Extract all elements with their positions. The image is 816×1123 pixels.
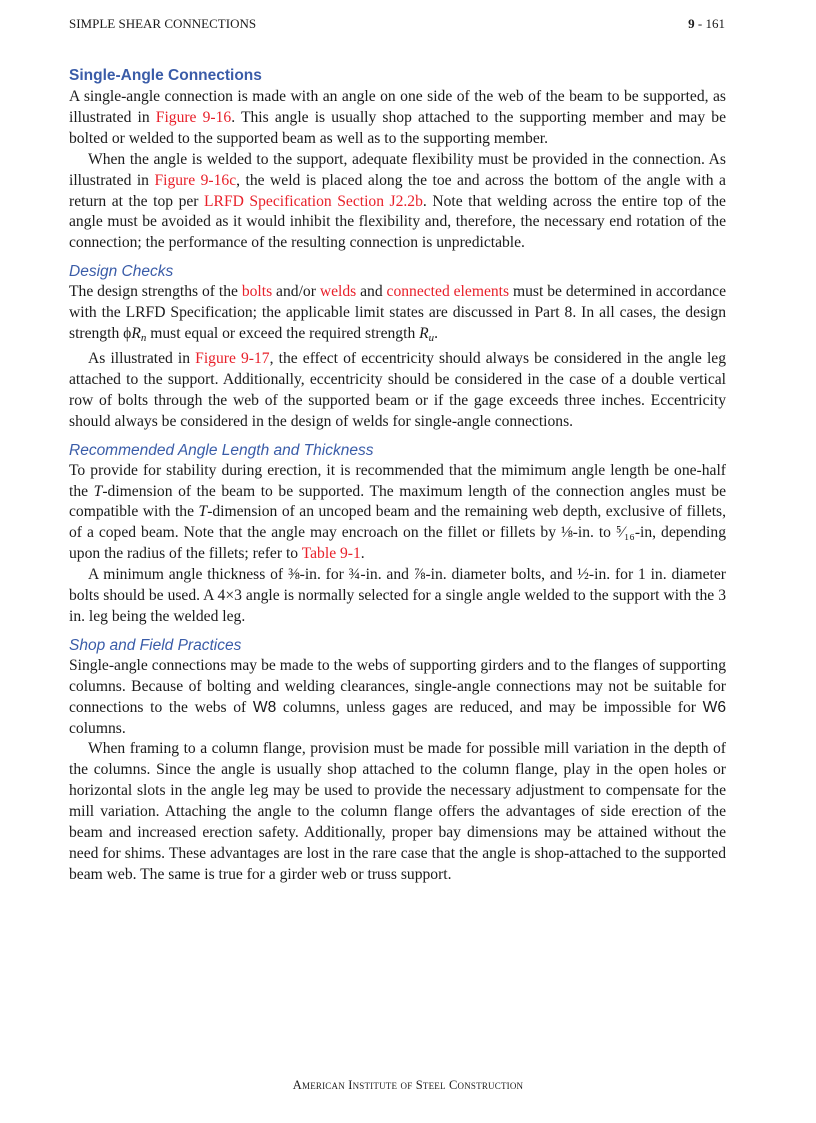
text-run: columns. (69, 719, 126, 737)
cross-reference-link[interactable]: connected elements (386, 283, 510, 301)
page-body (69, 66, 726, 886)
text-run: and (356, 283, 387, 301)
page-number-chapter: 9 (688, 16, 695, 31)
text-run: As illustrated in (88, 349, 196, 367)
text-run: , the effect of eccentricity should always be considered in the angle leg attached to the support. Additionally, eccentricity should be considered in the case of a double vertical row of bolts through the web of the supported beam or if the gage exceeds three inches. Eccentricity should always be considered in the design of welds for single-angle connections. (69, 349, 727, 430)
cross-reference-link[interactable]: Figure 9-16c (154, 171, 237, 189)
paragraph (69, 87, 726, 150)
paragraph (69, 282, 726, 349)
section-heading: Single-Angle Connections (69, 67, 262, 84)
text-run: R (131, 325, 141, 343)
subsection-heading: Design Checks (69, 263, 174, 281)
text-run: , the weld is placed along the toe and across the bottom of the angle with a return at the top per (69, 171, 726, 210)
paragraph (69, 461, 726, 566)
text-run: -dimension of the beam to be supported. The maximum length of the connection angles must be compatible with the (69, 482, 726, 521)
text-run: and/or (272, 283, 320, 301)
text-run: -dimension of an uncoped beam and the remaining web depth, exclusive of fillets, of a coped beam. Note that the angle may encroach on the fillet or fillets by ⅛-in. to ⁵⁄₁₆-in, depending upon the radius of the fillets; refer to (69, 503, 726, 563)
text-run: When framing to a column flange, provision must be made for possible mill variation in the depth of the columns. Since the angle is usually shop attached to the column flange, play in the open holes or horizontal slots in the angle leg may be used to provide the necessary adjustment to compensate for the mill variation. Attaching the angle to the column flange offers the advantages of side erection of the beam and increased erection safety. Additionally, proper bay dimensions may be attained without the need for shims. These advantages are lost in the rare case that the angle is shop-attached to the supported beam web. The same is true for a girder web or truss support. (69, 740, 726, 883)
subsection-heading: Recommended Angle Length and Thickness (69, 441, 374, 459)
text-run: When the angle is welded to the support, adequate flexibility must be provided in the connection. As illustrated in (69, 150, 726, 189)
text-run: must be determined in accordance with the LRFD Specification; the applicable limit states are discussed in Part 8. In all cases, the design strength ϕ (69, 283, 727, 343)
cross-reference-link[interactable]: bolts (241, 283, 273, 301)
text-run: . This angle is usually shop attached to the supporting member and may be bolted or welded to the supported beam as well as to the supporting member. (69, 108, 726, 147)
text-run: To provide for stability during erection, it is recommended that the mimimum angle length be one-half the (69, 461, 726, 500)
text-run: The design strengths of the (69, 283, 242, 301)
cross-reference-link[interactable]: Figure 9-17 (195, 349, 270, 367)
text-run: . Note that welding across the entire top of the angle must be avoided as it would inhibit the flexibility and, therefore, the necessary end rotation of the connection; the performance of the resulting connection is unpredictable. (69, 192, 726, 252)
text-run: Single-angle connections may be made to the webs of supporting girders and to the flanges of supporting columns. Because of bolting and welding clearances, single-angle connections may not be suitable for connections to the webs of (69, 656, 726, 716)
text-run: columns, unless gages are reduced, and may be impossible for (276, 698, 703, 716)
cross-reference-link[interactable]: Figure 9-16 (155, 108, 232, 126)
running-header (69, 16, 725, 32)
text-run: R (419, 325, 429, 343)
text-run: n (140, 332, 147, 345)
text-run: T (198, 503, 208, 521)
cross-reference-link[interactable]: Table 9-1 (301, 545, 361, 563)
text-run: must equal or exceed the required strength (146, 325, 420, 343)
paragraph (69, 349, 726, 433)
text-run: A single-angle connection is made with an angle on one side of the web of the beam to be supported, as illustrated in (69, 88, 726, 126)
text-run: . (434, 325, 439, 343)
paragraph (69, 150, 726, 255)
text-run: T (93, 482, 103, 500)
cross-reference-link[interactable]: LRFD Specification Section J2.2b (204, 192, 423, 210)
cross-reference-link[interactable]: welds (319, 283, 357, 301)
text-run: W6 (702, 698, 726, 716)
paragraph (69, 656, 726, 740)
text-run: W8 (252, 698, 277, 716)
text-run: A minimum angle thickness of ⅜-in. for ¾-in. and ⅞-in. diameter bolts, and ½-in. for 1 in. diameter bolts should be used. A 4×3 angle is normally selected for a single angle welded to the support with the 3 in. leg being the welded leg. (69, 566, 726, 625)
text-run: u (428, 332, 435, 345)
page-number-rest: - 161 (694, 16, 725, 31)
paragraph (69, 565, 726, 628)
subsection-heading: Shop and Field Practices (69, 636, 242, 654)
paragraph (69, 739, 726, 885)
page-number (688, 16, 725, 32)
text-run: . (360, 545, 365, 563)
running-footer: American Institute of Steel Construction (292, 1078, 524, 1092)
section-title: SIMPLE SHEAR CONNECTIONS (69, 16, 257, 31)
